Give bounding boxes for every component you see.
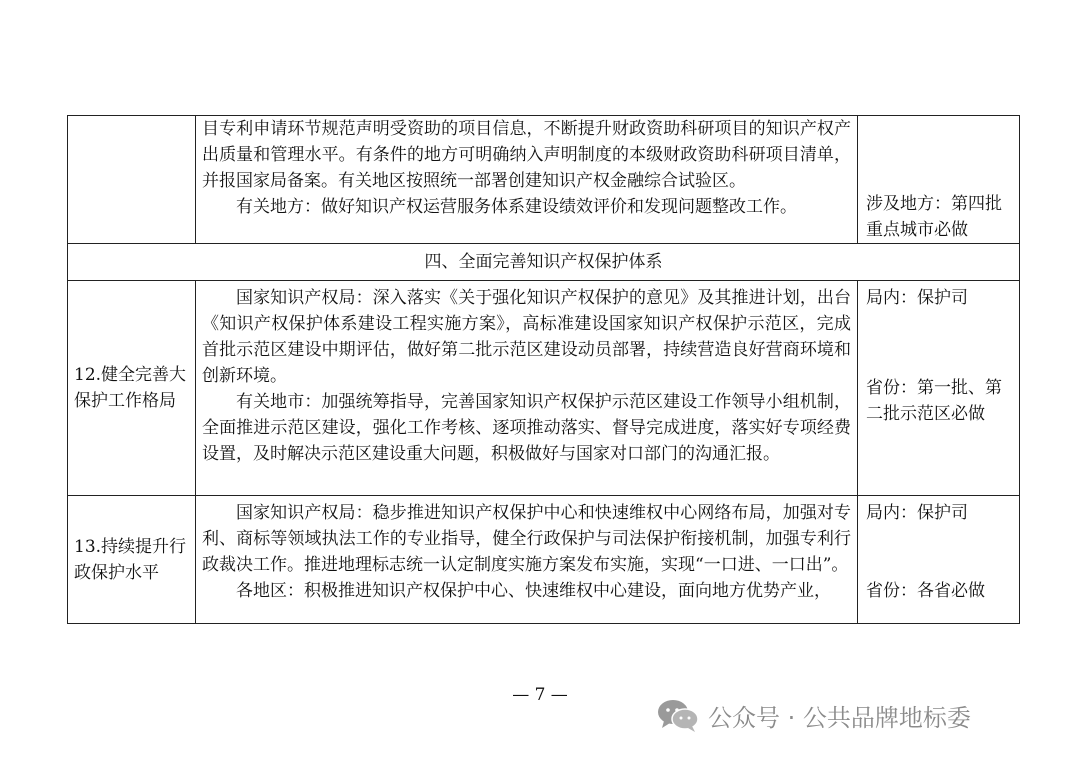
note-text: 涉及地方：第四批重点城市必做: [866, 194, 1002, 240]
paragraph: 国家知识产权局：深入落实《关于强化知识产权保护的意见》及其推进计划，出台《知识产权保护体系建设工程实施方案》，高标准建设国家知识产权保护示范区，完成首批示范区建设中期评估，做好第二批示范区建设动员部署，持续营造良好营商环境和创新环境。: [202, 288, 851, 386]
item-cell-empty: [68, 116, 196, 244]
paragraph: 国家知识产权局：稳步推进知识产权保护中心和快速维权中心网络布局，加强对专利、商标等领域执法工作的专业指导，健全行政保护与司法保护衔接机制，加强专利行政裁决工作。推进地理标志统一认定制度实施方案发布实施，实现“一口进、一口出”。: [202, 503, 851, 575]
note-spacer: [866, 526, 1013, 578]
note-text: 省份：各省必做: [866, 581, 985, 601]
content-cell: [196, 281, 858, 496]
section-heading: 四、全面完善知识产权保护体系: [68, 244, 1020, 281]
watermark: [656, 697, 971, 733]
page-number: — 7 —: [512, 685, 568, 705]
table-row: [68, 496, 1020, 624]
paragraph: 各地区：积极推进知识产权保护中心、快速维权中心建设，面向地方优势产业，: [236, 581, 831, 601]
paragraph: 有关地方：做好知识产权运营服务体系建设绩效评价和发现问题整改工作。: [236, 197, 797, 217]
note-cell: [858, 496, 1020, 624]
paragraph: 有关地市：加强统筹指导，完善国家知识产权保护示范区建设工作领导小组机制，全面推进示范区建设，强化工作考核、逐项推动落实、督导完成进度，落实好专项经费设置，及时解决示范区建设重大问题，积极做好与国家对口部门的沟通汇报。: [202, 392, 851, 464]
note-text: 局内：保护司: [866, 503, 968, 523]
note-text: 省份：第一批、第二批示范区必做: [866, 378, 1002, 424]
note-cell: [858, 116, 1020, 244]
table-row: [68, 281, 1020, 496]
content-cell: [196, 496, 858, 624]
item-cell: 13.持续提升行政保护水平: [68, 496, 196, 624]
note-spacer: [866, 311, 1013, 375]
item-cell: 12.健全完善大保护工作格局: [68, 281, 196, 496]
note-cell: [858, 281, 1020, 496]
wechat-icon: [656, 697, 700, 733]
policy-table: [67, 115, 1020, 624]
note-text: 局内：保护司: [866, 288, 968, 308]
paragraph: 目专利申请环节规范声明受资助的项目信息，不断提升财政资助科研项目的知识产权产出质量和管理水平。有条件的地方可明确纳入声明制度的本级财政资助科研项目清单，并报国家局备案。有关地区按照统一部署创建知识产权金融综合试验区。: [202, 119, 851, 191]
table-row: [68, 116, 1020, 244]
content-cell: [196, 116, 858, 244]
section-row: [68, 244, 1020, 281]
watermark-text: 公众号 · 公共品牌地标委: [708, 703, 971, 732]
